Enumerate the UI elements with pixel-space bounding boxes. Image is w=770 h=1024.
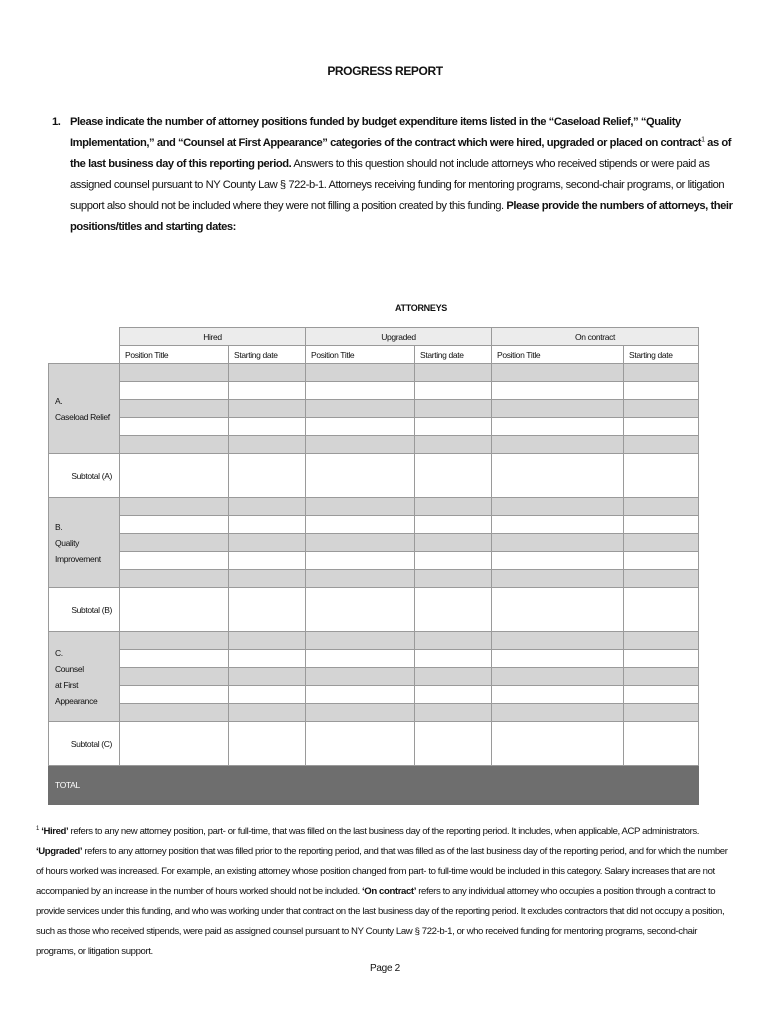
table-cell[interactable] — [229, 570, 306, 588]
table-row — [49, 534, 699, 552]
column-header-position-title: Position Title — [306, 346, 415, 364]
table-cell[interactable] — [120, 364, 229, 382]
table-cell[interactable] — [415, 534, 492, 552]
section-name-line: Caseload Relief — [55, 411, 110, 422]
table-cell[interactable] — [120, 686, 229, 704]
table-cell[interactable] — [229, 632, 306, 650]
table-cell[interactable] — [120, 498, 229, 516]
section-name-line: Appearance — [55, 695, 98, 706]
table-cell[interactable] — [306, 588, 415, 632]
table-cell[interactable] — [306, 686, 415, 704]
table-row — [49, 722, 699, 766]
table-cell[interactable] — [306, 436, 415, 454]
table-cell[interactable] — [120, 382, 229, 400]
table-caption: ATTORNEYS — [395, 303, 447, 313]
table-row — [49, 436, 699, 454]
table-cell[interactable] — [120, 570, 229, 588]
table-cell[interactable] — [492, 632, 624, 650]
table-cell[interactable] — [229, 588, 306, 632]
footnote — [36, 822, 736, 962]
table-cell[interactable] — [120, 632, 229, 650]
table-cell[interactable] — [229, 766, 306, 805]
section-name-line: Quality — [55, 537, 80, 548]
table-cell[interactable] — [120, 400, 229, 418]
table-cell[interactable] — [229, 552, 306, 570]
table-cell[interactable] — [306, 382, 415, 400]
table-cell[interactable] — [492, 418, 624, 436]
column-header-starting-date: Starting date — [229, 346, 306, 364]
table-row — [49, 454, 699, 498]
table-row — [49, 668, 699, 686]
footnote-hired-term: ‘Hired’ — [41, 826, 69, 837]
table-cell[interactable] — [624, 534, 699, 552]
footnote-marker: 1 — [36, 825, 39, 832]
table-cell[interactable] — [415, 722, 492, 766]
footnote-contract-text: refers to any individual attorney who occupies a position through a contract to provide services under this funding, and who was working under that contract on the last business day of the reporting period. It excludes contractors that did not occupy a position, such as those who received stipends, were paid as assigned counsel pursuant to NY County Law § 722-b-1, or who received funding for mentoring programs, second-chair programs, or litigation support. — [36, 886, 725, 957]
table-cell[interactable] — [624, 498, 699, 516]
table-row — [49, 364, 699, 382]
section-name-line: at First — [55, 679, 79, 690]
table-cell[interactable] — [120, 722, 229, 766]
subtotal-label: Subtotal (C) — [49, 722, 120, 766]
table-cell[interactable] — [624, 722, 699, 766]
table-cell[interactable] — [229, 364, 306, 382]
total-label: TOTAL — [49, 766, 120, 805]
table-cell[interactable] — [306, 454, 415, 498]
footnote-upgraded-term: ‘Upgraded’ — [36, 846, 83, 857]
table-row — [49, 552, 699, 570]
table-cell[interactable] — [492, 650, 624, 668]
group-header-hired: Hired — [120, 328, 306, 346]
table-cell[interactable] — [306, 570, 415, 588]
section-letter: A. — [55, 395, 63, 406]
table-cell[interactable] — [306, 766, 415, 805]
section-letter: C. — [55, 647, 63, 658]
table-cell[interactable] — [229, 668, 306, 686]
table-cell[interactable] — [306, 668, 415, 686]
table-cell[interactable] — [492, 516, 624, 534]
table-row — [49, 686, 699, 704]
table-corner — [49, 328, 120, 346]
table-cell[interactable] — [415, 632, 492, 650]
section-label — [49, 364, 120, 454]
table-cell[interactable] — [415, 498, 492, 516]
table-cell[interactable] — [492, 552, 624, 570]
table-cell[interactable] — [492, 436, 624, 454]
table-row — [49, 570, 699, 588]
table-cell[interactable] — [415, 588, 492, 632]
table-cell[interactable] — [492, 454, 624, 498]
section-label — [49, 498, 120, 588]
column-header-starting-date: Starting date — [624, 346, 699, 364]
table-cell[interactable] — [492, 382, 624, 400]
section-label — [49, 632, 120, 722]
table-cell[interactable] — [120, 534, 229, 552]
table-cell[interactable] — [229, 650, 306, 668]
table-cell[interactable] — [492, 364, 624, 382]
table-cell[interactable] — [229, 436, 306, 454]
table-cell[interactable] — [492, 400, 624, 418]
table-cell[interactable] — [229, 454, 306, 498]
table-cell[interactable] — [229, 704, 306, 722]
table-cell[interactable] — [120, 516, 229, 534]
question-1-body: Answers to this question should not include attorneys who received stipends or were paid as assigned counsel pursuant to NY County Law § 722-b-1. Attorneys receiving funding for mentoring programs, second-chair programs, or litigation support also should not be included where they were not filling a position created by this funding. — [70, 158, 725, 212]
section-name-line: Improvement — [55, 553, 101, 564]
table-cell[interactable] — [624, 382, 699, 400]
table-cell[interactable] — [120, 588, 229, 632]
section-letter: B. — [55, 521, 63, 532]
table-cell[interactable] — [624, 588, 699, 632]
attorneys-table — [48, 327, 699, 805]
table-cell[interactable] — [415, 382, 492, 400]
footnote-contract-term: ‘On contract’ — [362, 886, 416, 897]
table-cell[interactable] — [415, 686, 492, 704]
table-cell[interactable] — [624, 704, 699, 722]
table-cell[interactable] — [492, 498, 624, 516]
table-cell[interactable] — [120, 418, 229, 436]
table-cell[interactable] — [415, 570, 492, 588]
section-name-line: Counsel — [55, 663, 84, 674]
question-1-closing: Please provide the numbers of attorneys, their positions/titles and starting dates: — [70, 200, 733, 233]
table-cell[interactable] — [492, 570, 624, 588]
table-cell[interactable] — [306, 400, 415, 418]
table-cell[interactable] — [624, 632, 699, 650]
table-cell[interactable] — [492, 686, 624, 704]
table-cell[interactable] — [229, 686, 306, 704]
table-cell[interactable] — [415, 418, 492, 436]
table-cell[interactable] — [492, 766, 624, 805]
table-cell[interactable] — [120, 704, 229, 722]
table-cell[interactable] — [415, 552, 492, 570]
table-cell[interactable] — [120, 766, 229, 805]
table-cell[interactable] — [120, 454, 229, 498]
table-cell[interactable] — [229, 400, 306, 418]
question-1-text — [70, 112, 742, 238]
table-cell[interactable] — [624, 668, 699, 686]
question-number: 1. — [52, 116, 61, 128]
table-row — [49, 650, 699, 668]
table-cell[interactable] — [624, 364, 699, 382]
table-cell[interactable] — [229, 722, 306, 766]
question-1 — [52, 112, 742, 238]
table-row — [49, 632, 699, 650]
page-title: PROGRESS REPORT — [327, 64, 443, 78]
table-cell[interactable] — [492, 668, 624, 686]
group-header-on-contract: On contract — [492, 328, 699, 346]
table-row — [49, 418, 699, 436]
column-header-position-title: Position Title — [492, 346, 624, 364]
table-cell[interactable] — [492, 722, 624, 766]
table-row — [49, 498, 699, 516]
table-cell[interactable] — [229, 498, 306, 516]
table-cell[interactable] — [415, 650, 492, 668]
table-cell[interactable] — [415, 668, 492, 686]
table-cell[interactable] — [415, 516, 492, 534]
table-cell[interactable] — [624, 766, 699, 805]
table-cell[interactable] — [306, 364, 415, 382]
table-row — [49, 400, 699, 418]
table-cell[interactable] — [120, 436, 229, 454]
column-header-position-title: Position Title — [120, 346, 229, 364]
table-row — [49, 516, 699, 534]
table-cell[interactable] — [120, 650, 229, 668]
footnote-reference: 1 — [701, 136, 705, 144]
table-corner — [49, 346, 120, 364]
table-cell[interactable] — [306, 498, 415, 516]
table-cell[interactable] — [306, 650, 415, 668]
table-cell[interactable] — [624, 552, 699, 570]
table-row — [49, 382, 699, 400]
table-cell[interactable] — [415, 766, 492, 805]
table-cell[interactable] — [306, 418, 415, 436]
footnote-hired-text: refers to any new attorney position, part- or full-time, that was filled on the last business day of the reporting period. It includes, when applicable, ACP administrators. — [68, 826, 700, 837]
table-cell[interactable] — [306, 704, 415, 722]
table-cell[interactable] — [229, 418, 306, 436]
table-cell[interactable] — [306, 632, 415, 650]
table-cell[interactable] — [624, 650, 699, 668]
table-cell[interactable] — [120, 668, 229, 686]
footnote-upgraded-text: refers to any attorney position that was filled prior to the reporting period, and that was filled as of the last business day of the reporting period, and for which the number of hours worked was increased. For example, an existing attorney whose position changed from part- to full-time would be included in this category. Salary increases that are not accompanied by an increase in the number of hours worked should not be included. — [36, 846, 728, 897]
group-header-upgraded: Upgraded — [306, 328, 492, 346]
column-header-starting-date: Starting date — [415, 346, 492, 364]
table-cell[interactable] — [492, 588, 624, 632]
table-row — [49, 704, 699, 722]
table-cell[interactable] — [229, 382, 306, 400]
subtotal-label: Subtotal (A) — [49, 454, 120, 498]
table-cell[interactable] — [624, 686, 699, 704]
table-cell[interactable] — [229, 534, 306, 552]
question-1-intro: Please indicate the number of attorney positions funded by budget expenditure items listed in the “Caseload Relief,” “Quality Implementation,” and “Counsel at First Appearance” categories of the contract which were hired, upgraded or placed on contract — [70, 116, 702, 149]
table-cell[interactable] — [624, 454, 699, 498]
table-row — [49, 588, 699, 632]
table-cell[interactable] — [306, 722, 415, 766]
table-cell[interactable] — [415, 436, 492, 454]
question-1-intro-end: as of the last business day of this reporting period. — [70, 137, 732, 170]
table-cell[interactable] — [415, 364, 492, 382]
table-cell[interactable] — [415, 704, 492, 722]
table-cell[interactable] — [624, 400, 699, 418]
table-row — [49, 766, 699, 805]
table-cell[interactable] — [306, 516, 415, 534]
table-cell[interactable] — [624, 436, 699, 454]
table-cell[interactable] — [415, 400, 492, 418]
table-cell[interactable] — [624, 570, 699, 588]
table-cell[interactable] — [492, 534, 624, 552]
table-cell[interactable] — [624, 516, 699, 534]
table-cell[interactable] — [415, 454, 492, 498]
table-cell[interactable] — [306, 534, 415, 552]
table-cell[interactable] — [229, 516, 306, 534]
table-cell[interactable] — [492, 704, 624, 722]
page-number: Page 2 — [370, 963, 400, 974]
table-cell[interactable] — [120, 552, 229, 570]
table-cell[interactable] — [306, 552, 415, 570]
table-cell[interactable] — [624, 418, 699, 436]
subtotal-label: Subtotal (B) — [49, 588, 120, 632]
